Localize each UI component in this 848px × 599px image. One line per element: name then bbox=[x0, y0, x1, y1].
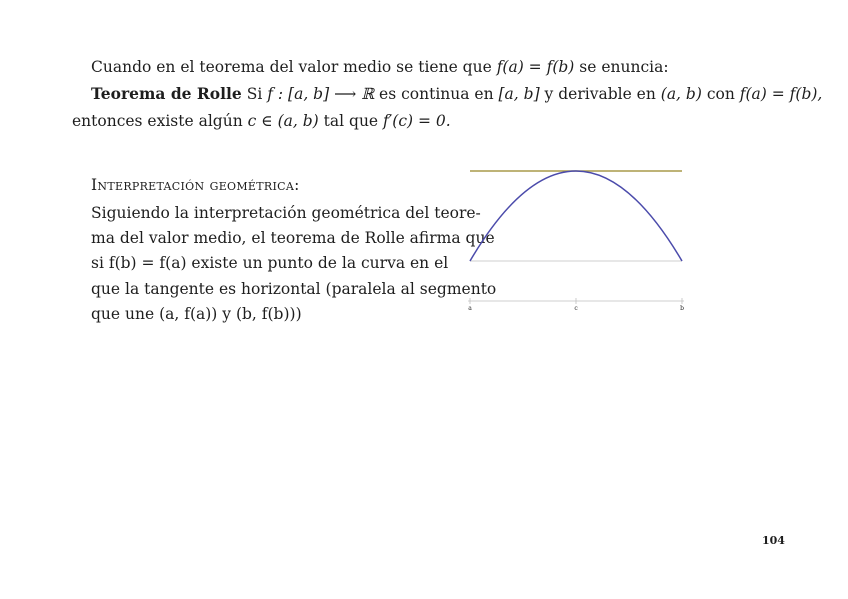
theorem-exists: c ∈ (a, b) bbox=[247, 112, 319, 130]
tick-label-a: a bbox=[468, 305, 472, 312]
theorem-closed-interval: [a, b] bbox=[498, 85, 540, 103]
theorem-text: tal que bbox=[318, 112, 384, 130]
theorem-statement-line1 bbox=[91, 84, 822, 104]
paragraph-line: Siguiendo la interpretación geométrica del teore- bbox=[91, 204, 481, 222]
parabola-curve bbox=[470, 171, 682, 261]
intro-formula: f(a) = f(b) bbox=[496, 58, 575, 76]
paragraph-line: que la tangente es horizontal (paralela al segmento bbox=[91, 279, 497, 298]
theorem-name: Teorema de Rolle bbox=[91, 84, 242, 103]
tick-label-c: c bbox=[574, 305, 578, 312]
section-paragraph bbox=[91, 201, 497, 327]
section-title: Interpretación geométrica: bbox=[91, 176, 300, 194]
paragraph-line: que une (a, f(a)) y (b, f(b))) bbox=[91, 304, 302, 323]
theorem-map: f : [a, b] ⟶ ℝ bbox=[267, 85, 375, 103]
theorem-derivative: f′(c) = 0. bbox=[383, 112, 451, 130]
theorem-statement-line2 bbox=[72, 111, 451, 131]
tick-label-b: b bbox=[680, 305, 684, 312]
intro-text-after: se enuncia: bbox=[574, 58, 669, 76]
intro-text-before: Cuando en el teorema del valor medio se tiene que bbox=[91, 58, 497, 76]
theorem-condition: f(a) = f(b), bbox=[739, 85, 823, 103]
theorem-text: es continua en bbox=[374, 85, 499, 103]
theorem-text: y derivable en bbox=[539, 85, 661, 103]
theorem-text: Si bbox=[241, 85, 268, 103]
page-number: 104 bbox=[762, 534, 785, 547]
theorem-text: entonces existe algún bbox=[72, 112, 248, 130]
paragraph-line: si f(b) = f(a) existe un punto de la curva en el bbox=[91, 254, 449, 273]
theorem-text: con bbox=[701, 85, 740, 103]
paragraph-line: ma del valor medio, el teorema de Rolle afirma que bbox=[91, 229, 495, 248]
rolle-figure bbox=[463, 160, 693, 315]
intro-sentence bbox=[91, 57, 669, 77]
theorem-open-interval: (a, b) bbox=[660, 85, 702, 103]
